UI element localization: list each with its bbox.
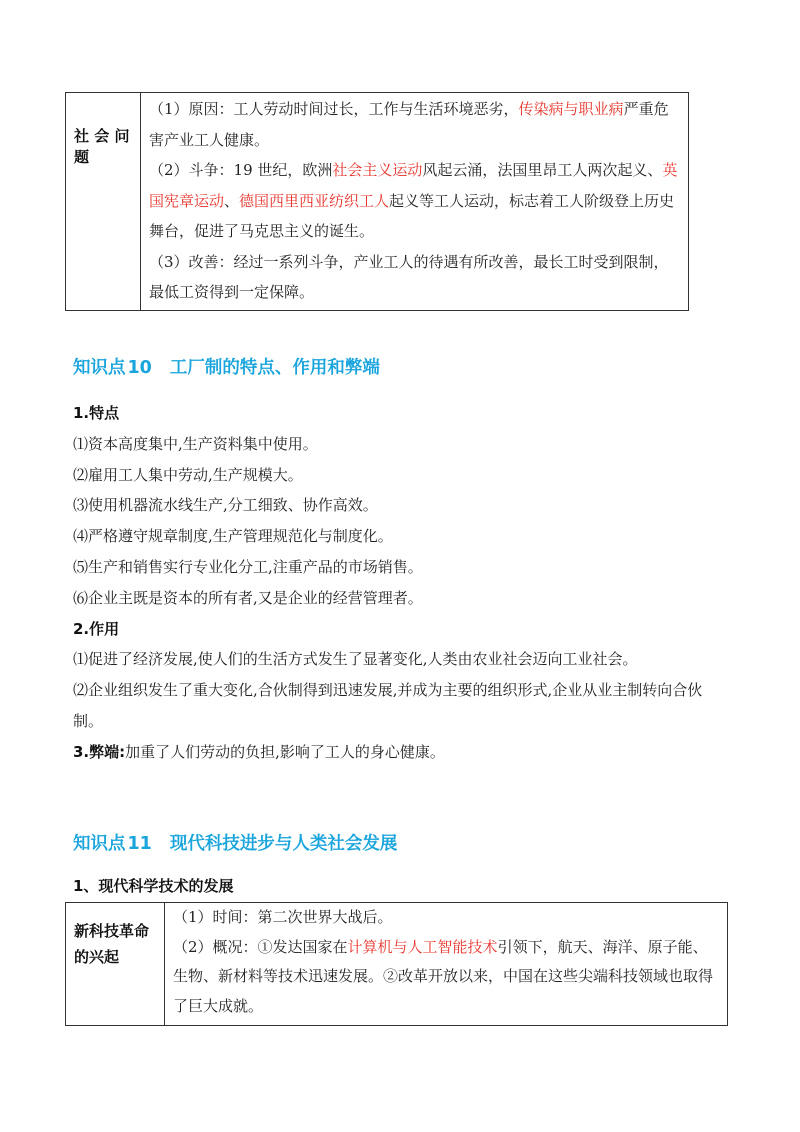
feature-item: ⑵雇用工人集中劳动,生产规模大。	[73, 465, 303, 484]
paragraph-struggle: （2）斗争：19 世纪，欧洲社会主义运动风起云涌，法国里昂工人两次起义、英国宪章运动、德国西里西亚纺织工人起义等工人运动，标志着工人阶级登上历史舞台，促进了马克思主义的诞生。	[149, 161, 678, 240]
drawback-line: 3.弊端:加重了人们劳动的负担,影响了工人的身心健康。	[73, 742, 445, 761]
subheading-modern-tech: 1、现代科学技术的发展	[73, 877, 234, 895]
paragraph-improvement: （3）改善：经过一系列斗争，产业工人的待遇有所改善，最长工时受到限制，最低工资得到一定保障。	[149, 252, 669, 301]
feature-item: ⑹企业主既是资本的所有者,又是企业的经营管理者。	[73, 588, 423, 607]
effect-item: ⑴促进了经济发展,使人们的生活方式发生了显著变化,人类由农业社会迈向工业社会。	[73, 650, 638, 669]
effect-item: ⑵企业组织发生了重大变化,合伙制得到迅速发展,并成为主要的组织形式,企业从业主制转向合伙制。	[73, 681, 703, 730]
new-tech-revolution-table	[65, 902, 728, 1026]
social-issues-table	[65, 92, 689, 311]
paragraph-overview: （2）概况：①发达国家在计算机与人工智能技术引领下，航天、海洋、原子能、生物、新材料等技术迅速发展。②改革开放以来，中国在这些尖端科技领域也取得了巨大成就。	[173, 937, 714, 1015]
feature-item: ⑷严格遵守规章制度,生产管理规范化与制度化。	[73, 527, 393, 546]
section-10-title: 知识点 10 工厂制的特点、作用和弊端	[73, 358, 380, 378]
paragraph-cause: （1）原因：工人劳动时间过长，工作与生活环境恶劣，传染病与职业病严重危害产业工人健康。	[149, 100, 669, 149]
feature-item: ⑴资本高度集中,生产资料集中使用。	[73, 434, 318, 453]
new-tech-revolution-content	[165, 903, 728, 1026]
subheading-features: 1.特点	[73, 404, 120, 422]
feature-item: ⑶使用机器流水线生产,分工细致、协作高效。	[73, 496, 378, 515]
subheading-effects: 2.作用	[73, 619, 120, 638]
social-issues-content	[141, 93, 689, 311]
section-11-title: 知识点 11 现代科技进步与人类社会发展	[73, 834, 398, 854]
paragraph-time: （1）时间：第二次世界大战后。	[173, 908, 393, 926]
social-issues-header: 社 会 问 题	[66, 93, 141, 311]
new-tech-revolution-header: 新科技革命的兴起	[66, 903, 165, 1026]
feature-item: ⑸生产和销售实行专业化分工,注重产品的市场销售。	[73, 557, 423, 576]
section-10-body	[73, 398, 733, 768]
